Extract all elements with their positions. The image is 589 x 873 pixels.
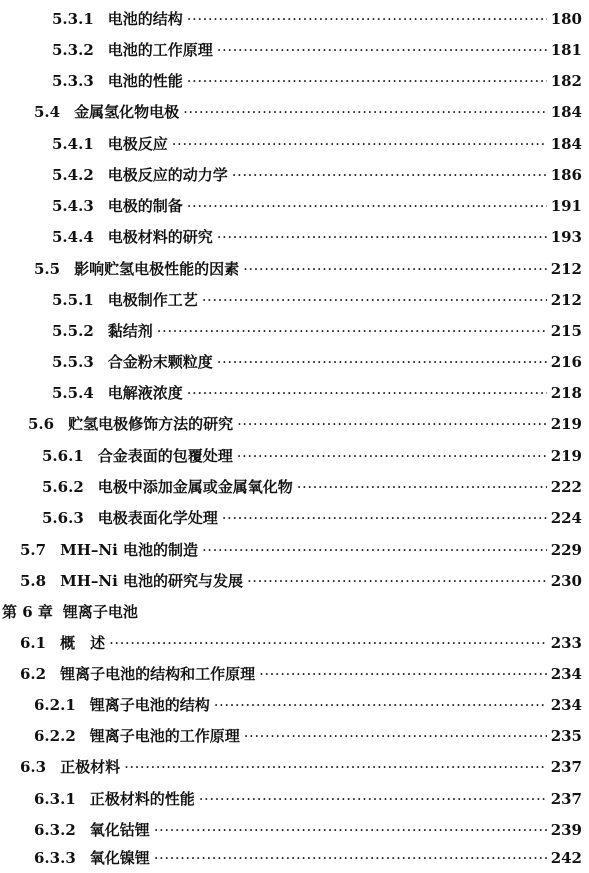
page-number: 212: [550, 291, 582, 309]
toc-entry: [52, 347, 582, 377]
section-number: 5.8: [20, 572, 47, 590]
toc-entry: [52, 66, 582, 96]
page-number: 234: [550, 696, 582, 714]
section-title: 合金粉末颗粒度: [107, 353, 213, 371]
chapter-heading: [2, 597, 582, 627]
toc-entry: [52, 191, 582, 221]
page-number: 184: [550, 135, 582, 153]
dot-leader: [247, 566, 547, 596]
page-number: 212: [550, 260, 582, 278]
page-number: 184: [550, 103, 582, 121]
toc-entry: [52, 4, 582, 34]
dot-leader: [183, 97, 547, 127]
page-number: 219: [550, 415, 582, 433]
dot-leader: [237, 441, 547, 471]
section-number: 5.4.4: [52, 228, 94, 246]
dot-leader: [187, 378, 547, 408]
toc-entry: [34, 815, 582, 845]
dot-leader: [187, 4, 547, 34]
section-number: 5.3.2: [52, 41, 94, 59]
section-title: 锂离子电池的结构: [89, 696, 210, 714]
page-number: 233: [550, 634, 582, 652]
section-number: 5.4.3: [52, 197, 94, 215]
dot-leader: [217, 347, 547, 377]
toc-entry: [52, 129, 582, 159]
page-number: 230: [550, 572, 582, 590]
toc-entry: [20, 659, 582, 689]
dot-leader: [217, 222, 547, 252]
section-title: 电池的结构: [107, 10, 183, 28]
toc-entry: [52, 160, 582, 190]
section-number: 5.3.3: [52, 72, 94, 90]
section-number: 5.5.2: [52, 322, 94, 340]
section-number: 6.3.2: [34, 821, 76, 839]
section-number: 5.4: [34, 103, 61, 121]
page-number: 224: [550, 509, 582, 527]
toc-entry: [34, 721, 582, 751]
dot-leader: [214, 690, 547, 720]
section-title: 电极制作工艺: [107, 291, 198, 309]
toc-entry: [34, 784, 582, 814]
section-title: 电池的性能: [107, 72, 183, 90]
toc-entry: [20, 628, 582, 658]
section-title: 电极中添加金属或金属氧化物: [97, 478, 293, 496]
toc-entry: [34, 97, 582, 127]
section-title: 锂离子电池的工作原理: [89, 727, 240, 745]
dot-leader: [124, 752, 547, 782]
section-number: 5.5.1: [52, 291, 94, 309]
toc-entry: [34, 843, 582, 873]
section-title: MH–Ni 电池的制造: [60, 541, 199, 559]
section-title: 电极材料的研究: [107, 228, 213, 246]
page-number: 219: [550, 447, 582, 465]
section-title: 影响贮氢电极性能的因素: [74, 260, 240, 278]
chapter-title: 锂离子电池: [62, 603, 138, 621]
page-number: 237: [550, 790, 582, 808]
page-number: 242: [550, 849, 582, 867]
section-title: 黏结剂: [107, 322, 153, 340]
section-number: 5.5.4: [52, 384, 94, 402]
section-title: 氧化钴锂: [89, 821, 150, 839]
section-number: 5.4.2: [52, 166, 94, 184]
page-number: 216: [550, 353, 582, 371]
page-number: 215: [550, 322, 582, 340]
dot-leader: [244, 721, 547, 751]
toc-entry: [20, 752, 582, 782]
section-number: 5.6.3: [42, 509, 84, 527]
section-number: 5.4.1: [52, 135, 94, 153]
dot-leader: [154, 815, 547, 845]
section-title: 正极材料: [60, 758, 121, 776]
section-number: 5.5.3: [52, 353, 94, 371]
section-number: 5.7: [20, 541, 47, 559]
dot-leader: [297, 472, 547, 502]
dot-leader: [187, 66, 547, 96]
dot-leader: [187, 191, 547, 221]
dot-leader: [222, 503, 547, 533]
section-number: 6.3.1: [34, 790, 76, 808]
section-title: 合金表面的包覆处理: [97, 447, 233, 465]
section-title: 锂离子电池的结构和工作原理: [60, 665, 256, 683]
toc-entry: [52, 35, 582, 65]
page-number: 193: [550, 228, 582, 246]
dot-leader: [232, 160, 547, 190]
toc-entry: [20, 535, 582, 565]
section-title: 电极反应的动力学: [107, 166, 228, 184]
toc-entry: [52, 222, 582, 252]
section-number: 6.3.3: [34, 849, 76, 867]
dot-leader: [202, 535, 547, 565]
dot-leader: [217, 35, 547, 65]
dot-leader: [154, 843, 547, 873]
toc-entry: [34, 254, 582, 284]
toc-entry: [52, 378, 582, 408]
page-number: 182: [550, 72, 582, 90]
toc-entry: [28, 409, 582, 439]
section-number: 6.3: [20, 758, 47, 776]
section-title: 贮氢电极修饰方法的研究: [68, 415, 234, 433]
page-number: 237: [550, 758, 582, 776]
section-title: 正极材料的性能: [89, 790, 195, 808]
section-title: 电解液浓度: [107, 384, 183, 402]
section-number: 5.6.1: [42, 447, 84, 465]
toc-entry: [20, 566, 582, 596]
page-number: 229: [550, 541, 582, 559]
toc-entry: [52, 316, 582, 346]
section-title: 电极表面化学处理: [97, 509, 218, 527]
page-number: 234: [550, 665, 582, 683]
section-number: 6.2.1: [34, 696, 76, 714]
section-number: 5.6: [28, 415, 55, 433]
page-number: 181: [550, 41, 582, 59]
section-title: 概 述: [60, 634, 106, 652]
section-title: 电极的制备: [107, 197, 183, 215]
page-number: 186: [550, 166, 582, 184]
toc-entry: [42, 441, 582, 471]
toc-entry: [42, 503, 582, 533]
page-number: 218: [550, 384, 582, 402]
page-number: 235: [550, 727, 582, 745]
section-title: 电极反应: [107, 135, 168, 153]
section-title: 电池的工作原理: [107, 41, 213, 59]
chapter-number: 第 6 章: [2, 603, 53, 621]
dot-leader: [202, 285, 547, 315]
dot-leader: [237, 409, 547, 439]
toc-entry: [34, 690, 582, 720]
dot-leader: [199, 784, 547, 814]
section-number: 5.3.1: [52, 10, 94, 28]
section-number: 6.2: [20, 665, 47, 683]
dot-leader: [109, 628, 547, 658]
page-number: 191: [550, 197, 582, 215]
section-title: 氧化镍锂: [89, 849, 150, 867]
dot-leader: [243, 254, 547, 284]
section-number: 6.2.2: [34, 727, 76, 745]
section-number: 6.1: [20, 634, 47, 652]
section-number: 5.5: [34, 260, 61, 278]
dot-leader: [157, 316, 547, 346]
page-number: 180: [550, 10, 582, 28]
toc-entry: [52, 285, 582, 315]
page-number: 222: [550, 478, 582, 496]
page-number: 239: [550, 821, 582, 839]
dot-leader: [172, 129, 547, 159]
section-title: 金属氢化物电极: [74, 103, 180, 121]
section-title: MH–Ni 电池的研究与发展: [60, 572, 244, 590]
section-number: 5.6.2: [42, 478, 84, 496]
toc-entry: [42, 472, 582, 502]
dot-leader: [259, 659, 547, 689]
